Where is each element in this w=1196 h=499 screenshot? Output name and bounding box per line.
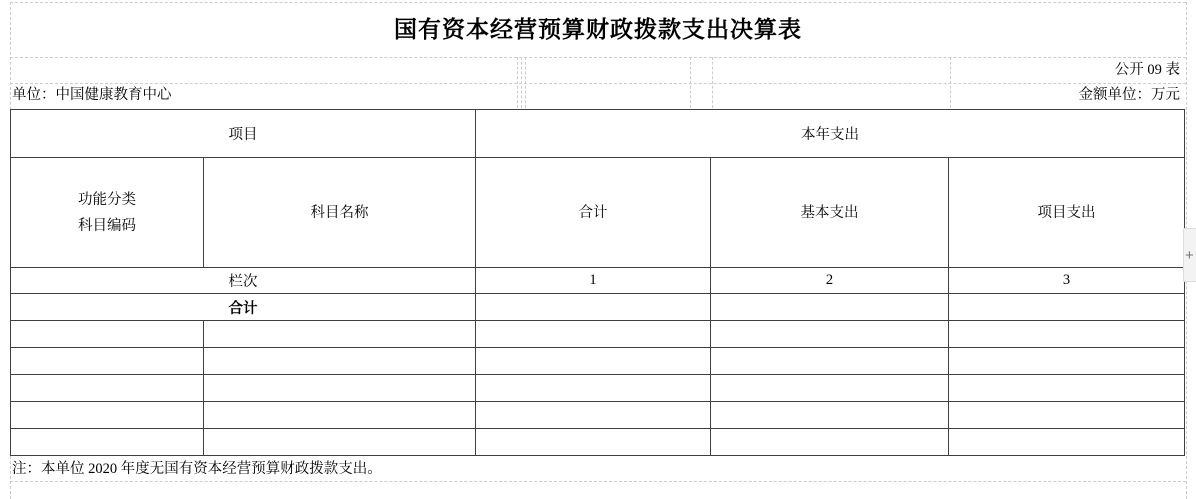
empty-cell [204, 321, 476, 348]
header-func-code-line1: 功能分类 [78, 191, 136, 208]
table-row-empty [11, 348, 1185, 375]
table-row-rank [11, 268, 1185, 294]
table-row-empty [11, 402, 1185, 429]
empty-cell [204, 402, 476, 429]
header-func-code-line2: 科目编码 [78, 217, 136, 234]
rank-number-2: 2 [711, 268, 949, 294]
empty-cell [476, 348, 711, 375]
empty-cell [11, 348, 204, 375]
plus-icon: + [1185, 246, 1194, 264]
gridline-bottom [10, 481, 1186, 482]
empty-cell [949, 348, 1185, 375]
empty-cell [204, 348, 476, 375]
rank-label: 栏次 [11, 268, 476, 294]
total-value-3 [949, 294, 1185, 321]
page-title: 国有资本经营预算财政拨款支出决算表 [394, 17, 802, 42]
empty-cell [711, 429, 949, 456]
table-row-empty [11, 375, 1185, 402]
total-value-2 [711, 294, 949, 321]
form-code-label: 公开 09 表 [1114, 62, 1180, 78]
form-code-row [10, 57, 1186, 83]
empty-cell [11, 375, 204, 402]
empty-cell [711, 348, 949, 375]
empty-cell [711, 402, 949, 429]
unit-label: 单位：中国健康教育中心 [12, 87, 172, 103]
rank-number-3: 3 [949, 268, 1185, 294]
empty-cell [949, 429, 1185, 456]
empty-cell [949, 321, 1185, 348]
expenditure-table [10, 109, 1185, 456]
unit-row [10, 83, 1186, 108]
empty-cell [476, 321, 711, 348]
header-project-expenditure: 项目支出 [949, 158, 1185, 268]
table-row-group-header [11, 110, 1185, 158]
footnote: 注：本单位 2020 年度无国有资本经营预算财政拨款支出。 [12, 461, 382, 477]
empty-cell [204, 375, 476, 402]
amount-unit-label: 金额单位：万元 [1078, 87, 1180, 103]
empty-cell [711, 375, 949, 402]
empty-cell [949, 375, 1185, 402]
empty-cell [476, 375, 711, 402]
empty-cell [204, 429, 476, 456]
empty-cell [476, 429, 711, 456]
empty-cell [949, 402, 1185, 429]
total-label: 合计 [11, 294, 476, 321]
table-row-empty [11, 321, 1185, 348]
total-value-1 [476, 294, 711, 321]
header-current-year-expenditure: 本年支出 [476, 110, 1185, 158]
table-row-column-headers [11, 158, 1185, 268]
header-project: 项目 [11, 110, 476, 158]
empty-cell [476, 402, 711, 429]
empty-cell [11, 321, 204, 348]
empty-cell [11, 402, 204, 429]
header-basic-expenditure: 基本支出 [711, 158, 949, 268]
table-row-empty [11, 429, 1185, 456]
header-subject-name: 科目名称 [204, 158, 476, 268]
empty-cell [711, 321, 949, 348]
header-total: 合计 [476, 158, 711, 268]
scroll-expand-widget[interactable] [1183, 228, 1196, 282]
rank-number-1: 1 [476, 268, 711, 294]
header-func-code [11, 158, 204, 268]
table-row-total [11, 294, 1185, 321]
empty-cell [11, 429, 204, 456]
